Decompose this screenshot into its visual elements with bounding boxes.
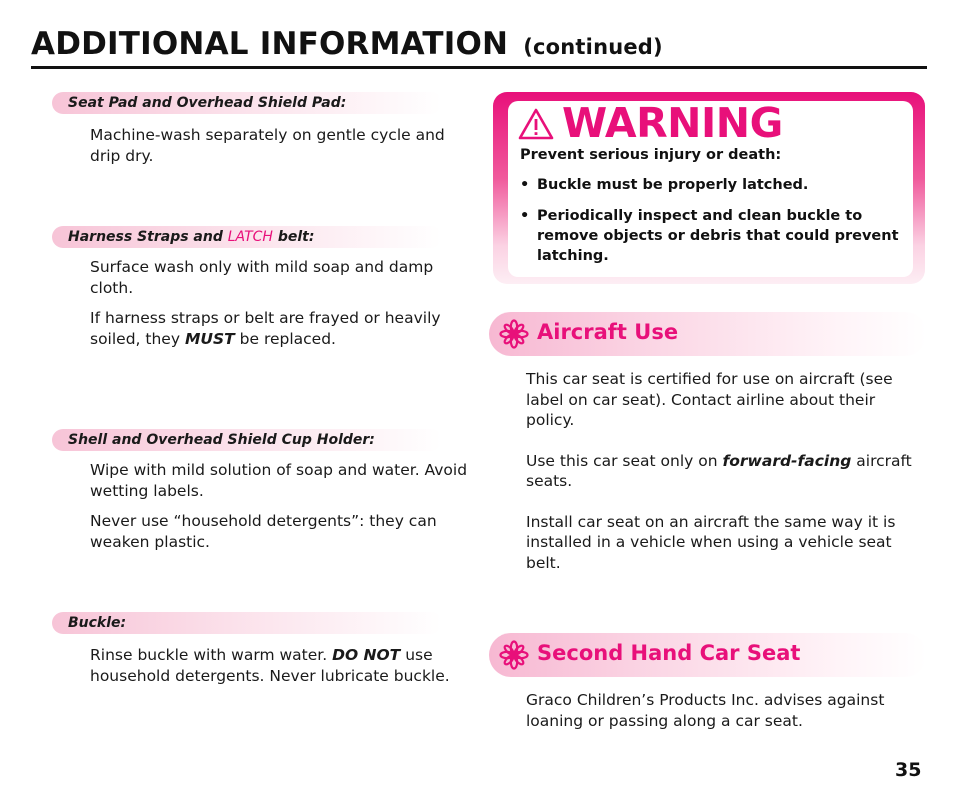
- harness-p2-post: be replaced.: [239, 329, 336, 348]
- seat-pad-paragraph: Machine-wash separately on gentle cycle and drip dry.: [90, 126, 445, 165]
- harness-paragraph-1: Surface wash only with mild soap and damp cloth.: [90, 258, 434, 297]
- warning-bullet: • Buckle must be properly latched.: [520, 175, 912, 195]
- title-rule: [31, 66, 927, 69]
- warning-text: [520, 145, 912, 277]
- section-title-aircraft: Aircraft Use: [537, 320, 679, 344]
- shell-text: [90, 460, 470, 562]
- buckle-paragraph: [90, 645, 470, 686]
- harness-text: [90, 257, 470, 359]
- buckle-text: [90, 645, 470, 696]
- harness-heading-post: belt:: [277, 229, 315, 245]
- page-title: [31, 26, 663, 62]
- asterisk-flower-icon: [499, 319, 529, 349]
- aircraft-paragraph-3: Install car seat on an aircraft the same way it is installed in a vehicle when using a vehicle seat belt.: [526, 512, 896, 572]
- subheading-shell: Shell and Overhead Shield Cup Holder:: [52, 429, 442, 451]
- buckle-p1-pre: Rinse buckle with warm water.: [90, 646, 328, 664]
- warning-intro: Prevent serious injury or death:: [520, 147, 782, 163]
- section-title-second-hand: Second Hand Car Seat: [537, 641, 801, 665]
- warning-bullet: • Periodically inspect and clean buckle to remove objects or debris that could prevent latching.: [520, 206, 912, 266]
- harness-heading-pre: Harness Straps and: [68, 229, 223, 245]
- shell-paragraph-2: Never use “household detergents”: they can weaken plastic.: [90, 512, 437, 551]
- subheading-buckle: Buckle:: [52, 612, 442, 634]
- harness-p2-pre: If harness straps or belt are frayed or heavily soiled, they: [90, 309, 441, 348]
- second-hand-text: [526, 690, 921, 741]
- buckle-p1-post: use household detergents. Never lubricate buckle.: [90, 646, 450, 685]
- subheading-seat-pad: Seat Pad and Overhead Shield Pad:: [52, 92, 442, 114]
- aircraft-text: [526, 369, 921, 583]
- page-title-continued: (continued): [523, 35, 663, 59]
- aircraft-p2-pre: Use this car seat only on: [526, 451, 718, 470]
- aircraft-paragraph-2: [526, 451, 921, 492]
- latch-label: LATCH: [227, 229, 273, 245]
- shell-paragraph-1: Wipe with mild solution of soap and water. Avoid wetting labels.: [90, 461, 468, 500]
- seat-pad-text: [90, 125, 470, 176]
- harness-p2-emphasis: MUST: [184, 329, 235, 348]
- second-hand-paragraph: Graco Children’s Products Inc. advises against loaning or passing along a car seat.: [526, 691, 885, 730]
- asterisk-flower-icon: [499, 640, 529, 670]
- warning-triangle-icon: [518, 108, 554, 140]
- warning-title: WARNING: [562, 99, 783, 147]
- aircraft-p2-post: aircraft seats.: [526, 451, 912, 490]
- buckle-p1-emphasis: DO NOT: [332, 646, 401, 664]
- aircraft-paragraph-1: This car seat is certified for use on aircraft (see label on car seat). Contact airline about their policy.: [526, 370, 893, 429]
- harness-paragraph-2: [90, 308, 470, 349]
- aircraft-p2-emphasis: forward-facing: [722, 451, 852, 470]
- warning-list: [520, 175, 912, 266]
- page-title-text: ADDITIONAL INFORMATION: [31, 26, 509, 62]
- page-number: 35: [895, 759, 922, 781]
- subheading-harness: [52, 226, 442, 248]
